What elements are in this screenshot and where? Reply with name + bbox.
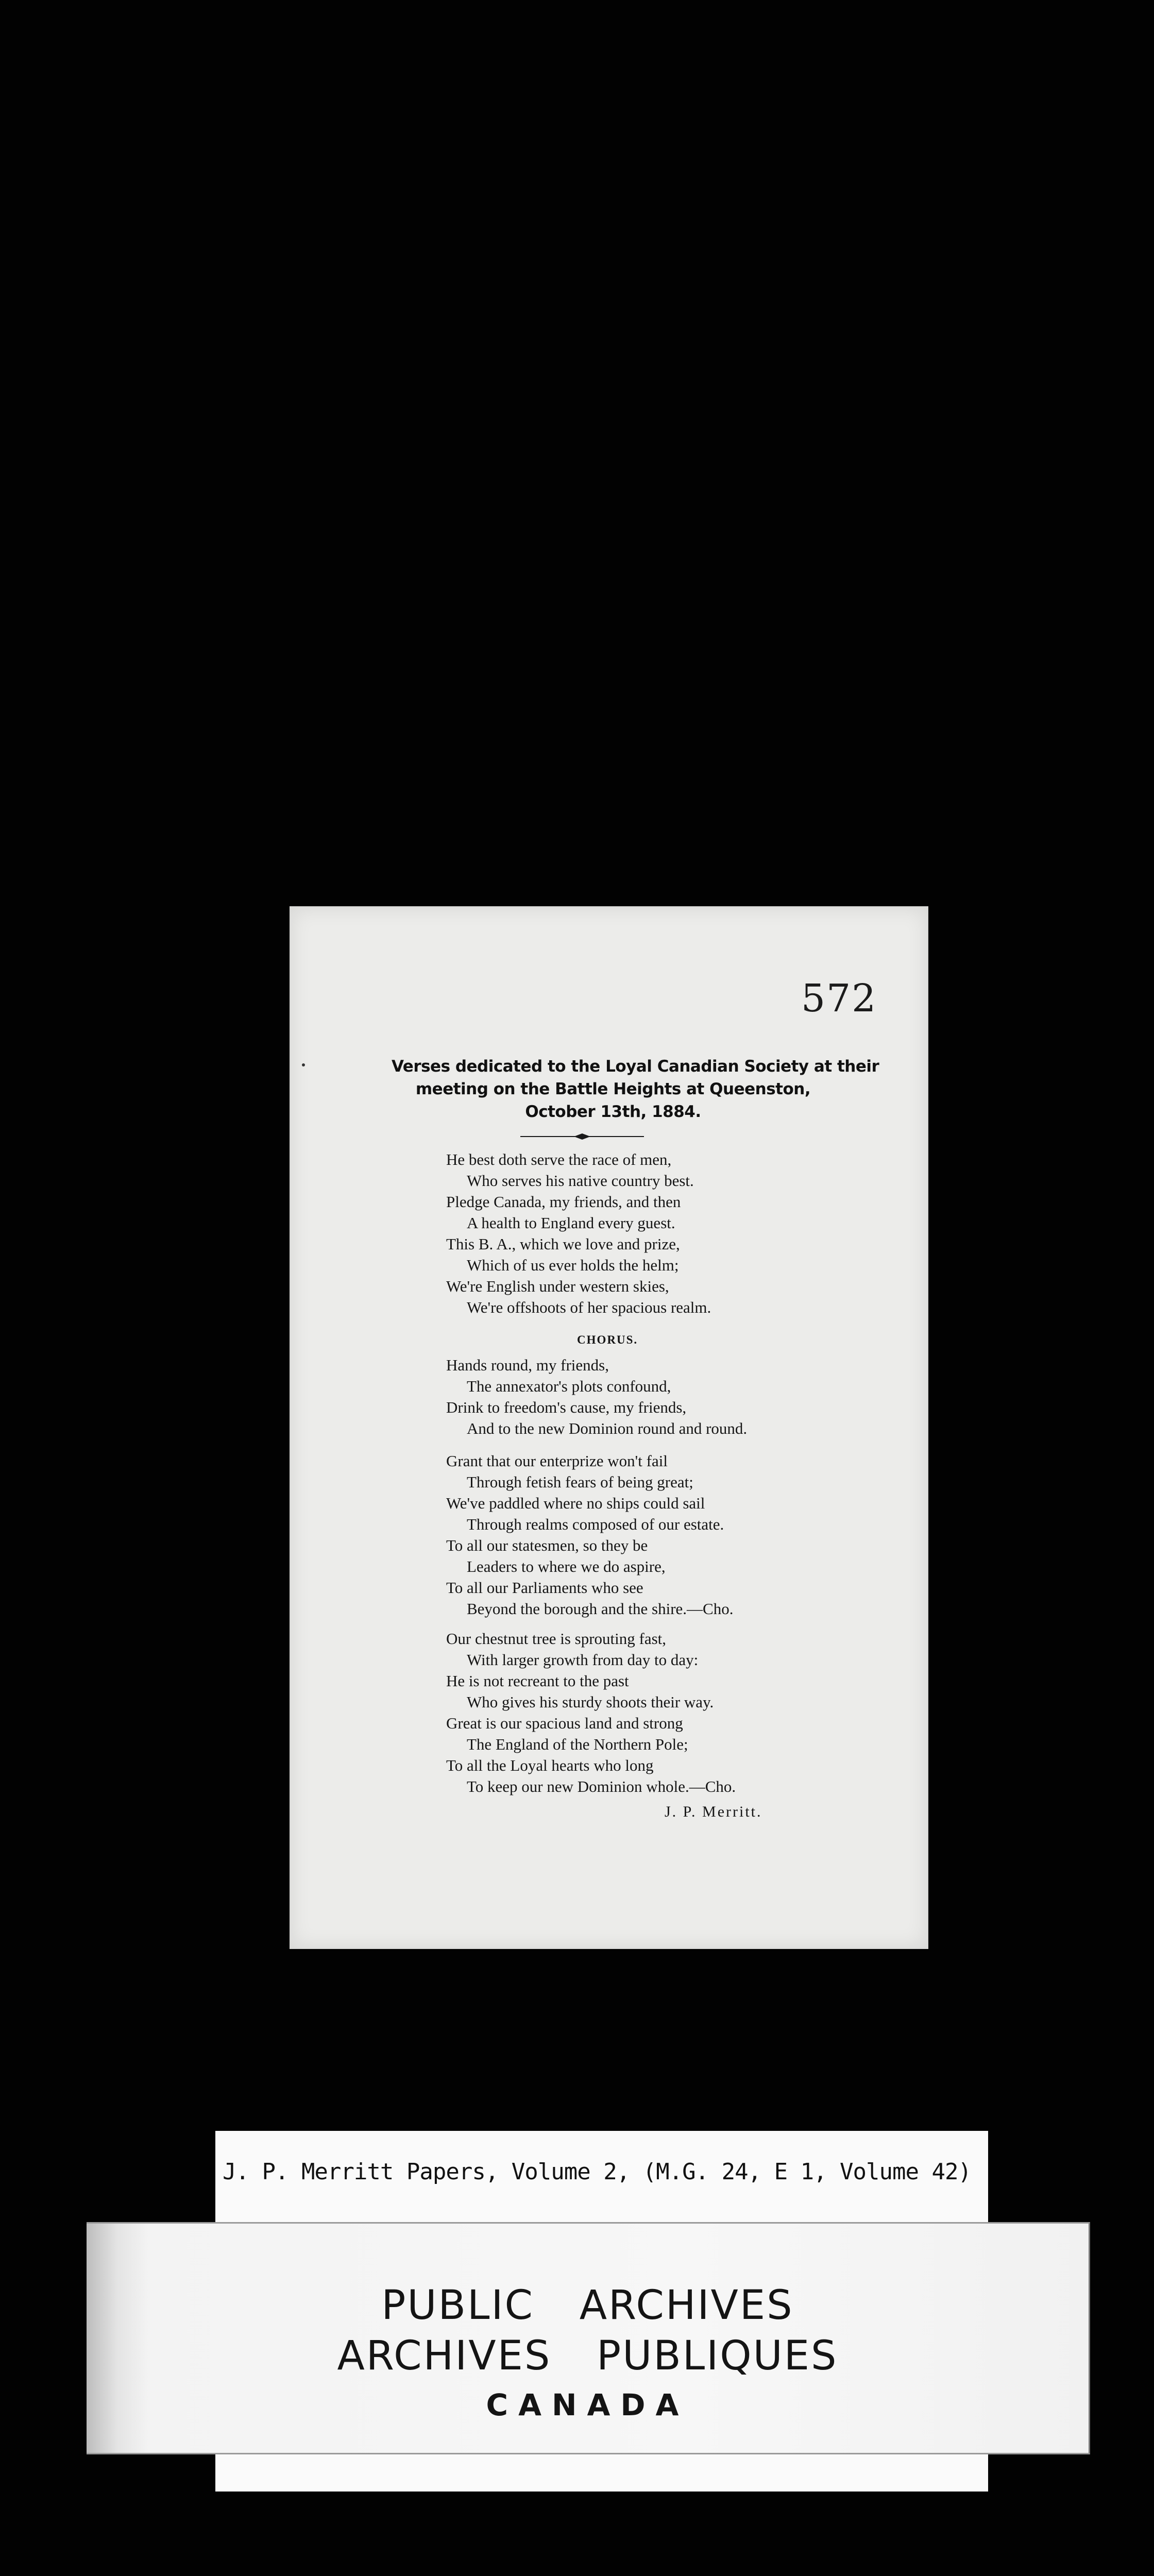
verse-line: Grant that our enterprize won't fail bbox=[446, 1452, 668, 1470]
signature: J. P. Merritt. bbox=[665, 1803, 762, 1820]
stanza-3 bbox=[446, 1628, 736, 1797]
verse-line: We're English under western skies, bbox=[446, 1277, 669, 1295]
verse-title bbox=[392, 1055, 879, 1123]
archives-line-country: CANADA bbox=[486, 2387, 689, 2422]
archives-line-french: ARCHIVES PUBLIQUES bbox=[337, 2333, 838, 2379]
title-line: Verses dedicated to the Loyal Canadian Society at their bbox=[392, 1057, 879, 1076]
verse-line: And to the new Dominion round and round. bbox=[467, 1419, 748, 1437]
verse-line: He is not recreant to the past bbox=[446, 1672, 629, 1690]
verse-line: Leaders to where we do aspire, bbox=[467, 1557, 666, 1575]
verse-line: The England of the Northern Pole; bbox=[467, 1735, 688, 1753]
verse-line: To all the Loyal hearts who long bbox=[446, 1756, 654, 1774]
stanza-1 bbox=[446, 1149, 711, 1318]
verse-line: With larger growth from day to day: bbox=[467, 1651, 699, 1669]
verse-line: Through fetish fears of being great; bbox=[467, 1473, 693, 1491]
verse-line: Through realms composed of our estate. bbox=[467, 1515, 724, 1533]
verse-line: Who gives his sturdy shoots their way. bbox=[467, 1693, 714, 1711]
verse-line: The annexator's plots confound, bbox=[467, 1377, 671, 1395]
verse-line: We're offshoots of her spacious realm. bbox=[467, 1298, 711, 1316]
verse-line: To keep our new Dominion whole.—Cho. bbox=[467, 1777, 736, 1795]
reference-text: J. P. Merritt Papers, Volume 2, (M.G. 24, E 1, Volume 42) bbox=[223, 2159, 971, 2185]
verse-line: To all our Parliaments who see bbox=[446, 1579, 643, 1597]
verse-line: Great is our spacious land and strong bbox=[446, 1714, 683, 1732]
title-line: meeting on the Battle Heights at Queenston, bbox=[415, 1080, 811, 1098]
verse-line: He best doth serve the race of men, bbox=[446, 1150, 672, 1168]
verse-line: Who serves his native country best. bbox=[467, 1172, 694, 1190]
verse-line: Our chestnut tree is sprouting fast, bbox=[446, 1630, 667, 1648]
verse-line: Beyond the borough and the shire.—Cho. bbox=[467, 1600, 734, 1618]
stanza-2 bbox=[446, 1450, 733, 1619]
verse-line: Drink to freedom's cause, my friends, bbox=[446, 1398, 687, 1416]
verse-line: Pledge Canada, my friends, and then bbox=[446, 1193, 681, 1211]
chorus bbox=[446, 1354, 747, 1439]
ink-speck bbox=[302, 1063, 305, 1066]
verse-line: We've paddled where no ships could sail bbox=[446, 1494, 705, 1512]
verse-line: To all our statesmen, so they be bbox=[446, 1536, 648, 1554]
verse-line: Which of us ever holds the helm; bbox=[467, 1256, 679, 1274]
verse-line: This B. A., which we love and prize, bbox=[446, 1235, 680, 1253]
verse-line: Hands round, my friends, bbox=[446, 1356, 609, 1374]
ornament-divider-icon bbox=[520, 1133, 644, 1140]
page-number: 572 bbox=[801, 976, 877, 1021]
verse-line: A health to England every guest. bbox=[467, 1214, 675, 1232]
archives-line-english: PUBLIC ARCHIVES bbox=[381, 2282, 794, 2329]
chorus-heading: CHORUS. bbox=[577, 1333, 638, 1346]
title-line: October 13th, 1884. bbox=[525, 1103, 701, 1121]
